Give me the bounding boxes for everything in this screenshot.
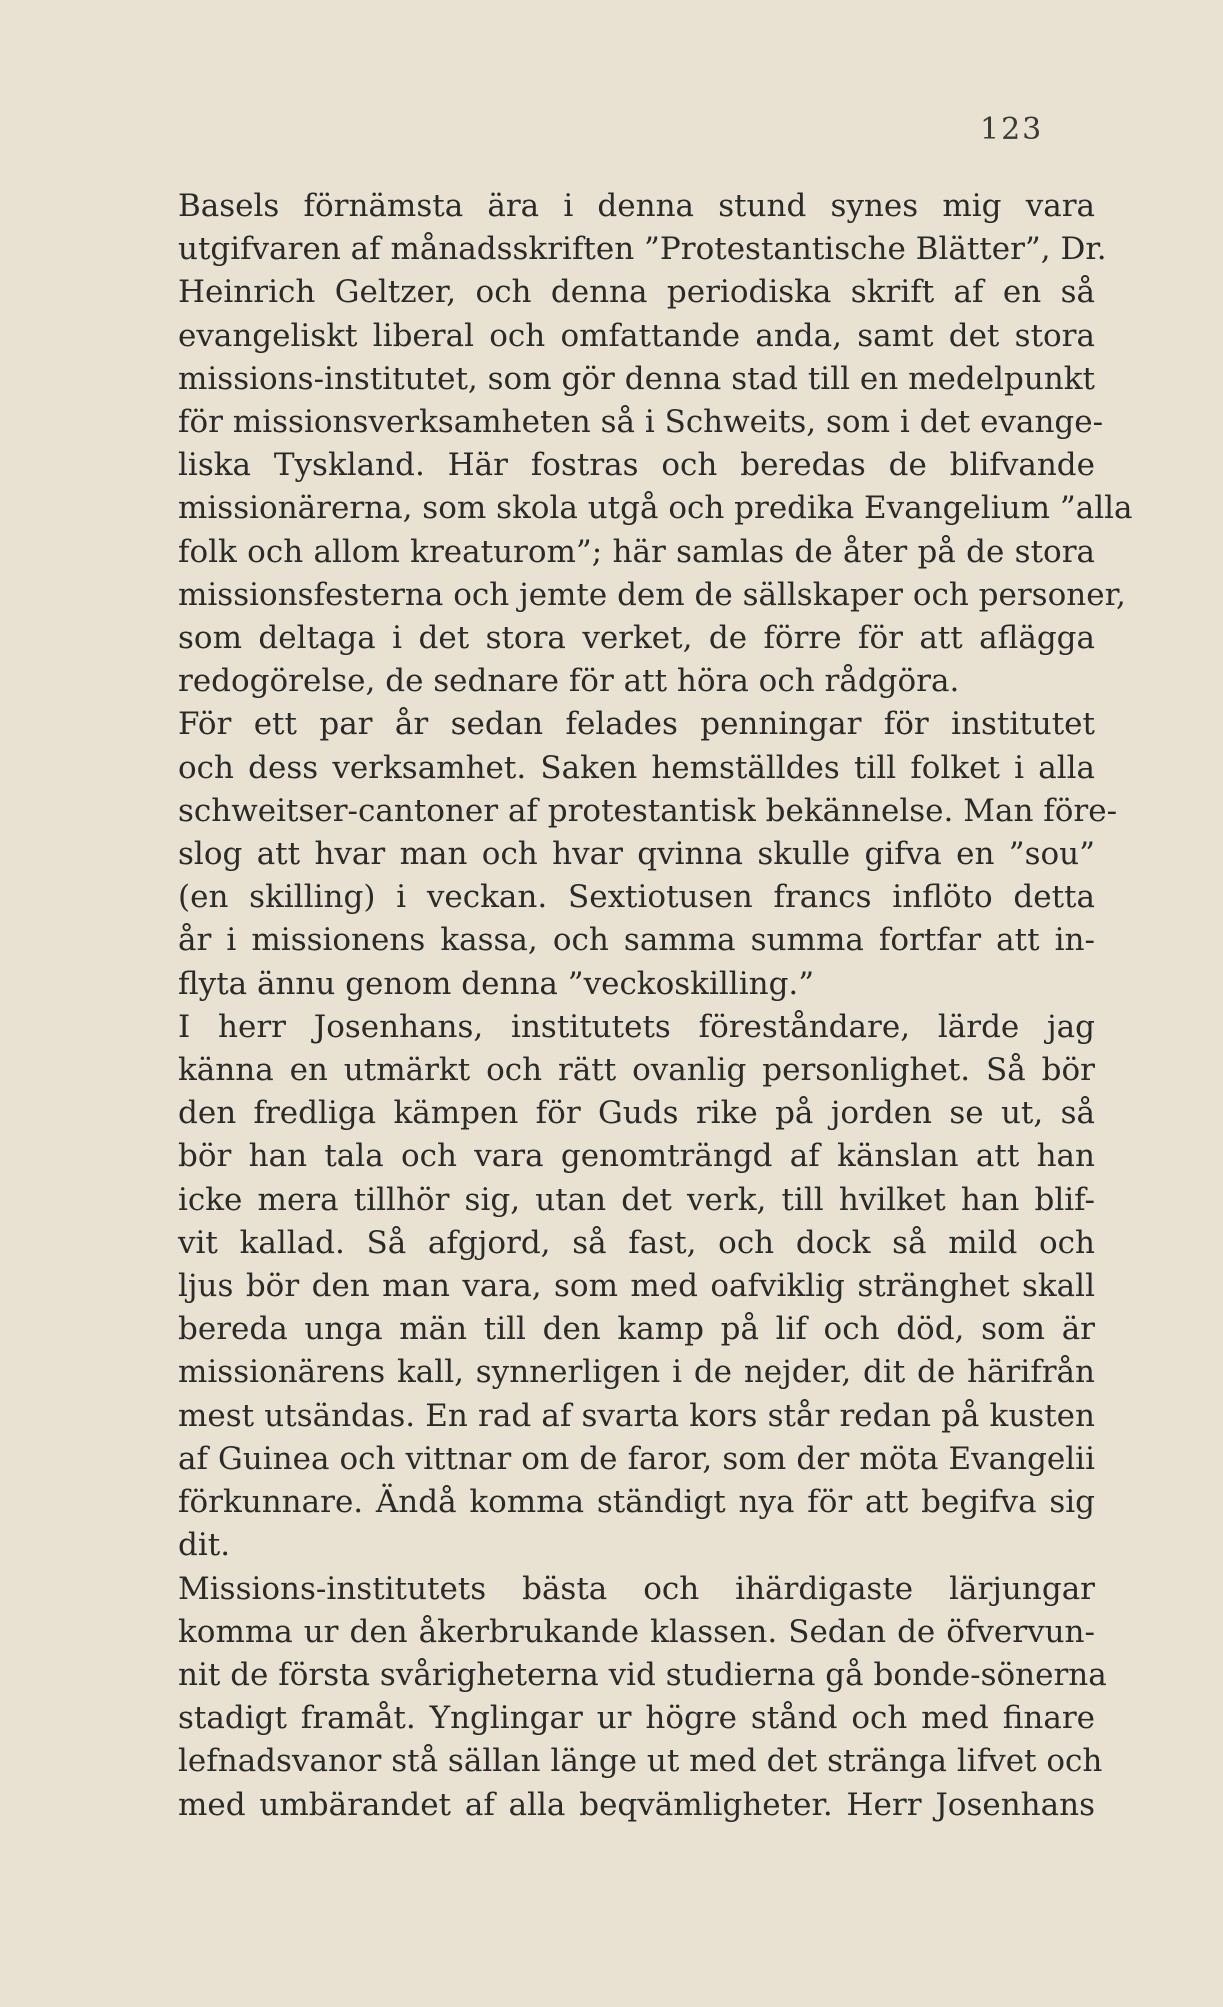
text-line: Basels förnämsta ära i denna stund synes mig vara (178, 188, 1095, 224)
text-line: med umbärandet af alla beqvämligheter. Herr Josenhans (178, 1786, 1095, 1823)
text-line: missionärens kall, synnerligen i de nejder, dit de härifrån (178, 1354, 1095, 1391)
text-line: bereda unga män till den kamp på lif och död, som är (178, 1311, 1095, 1348)
text-line: nit de första svårigheterna vid studierna gå bonde-sönerna (178, 1656, 1107, 1693)
text-line: I herr Josenhans, institutets föreståndare, lärde jag (178, 1008, 1095, 1045)
text-line: icke mera tillhör sig, utan det verk, till hvilket han blif- (178, 1181, 1095, 1218)
text-line: För ett par år sedan felades penningar för institutet (178, 706, 1095, 743)
text-line: för missionsverksamheten så i Schweits, som i det evange- (178, 404, 1104, 441)
text-line: missions-institutet, som gör denna stad till en medelpunkt (178, 360, 1095, 397)
paragraph-4 (90, 1568, 1107, 1827)
text-line: förkunnare. Ändå komma ständigt nya för att begifva sig (178, 1484, 1095, 1521)
text-line: folk och allom kreaturom”; här samlas de åter på de stora (178, 533, 1095, 570)
text-line: lefnadsvanor stå sällan länge ut med det stränga lifvet och (178, 1743, 1103, 1780)
text-line: dit. (178, 1527, 231, 1564)
text-line: Heinrich Geltzer, och denna periodiska skrift af en så (178, 274, 1095, 311)
text-line: missionsfesterna och jemte dem de sällskaper och personer, (178, 576, 1126, 613)
page-number: 123 (980, 112, 1044, 147)
text-line: flyta ännu genom denna ”veckoskilling.” (178, 965, 815, 1002)
text-line: slog att hvar man och hvar qvinna skulle gifva en ”sou” (178, 836, 1095, 873)
text-line: schweitser-cantoner af protestantisk bekännelse. Man före- (178, 792, 1118, 829)
text-line: (en skilling) i veckan. Sextiotusen francs inflöto detta (178, 879, 1095, 916)
text-line: evangeliskt liberal och omfattande anda, samt det stora (178, 317, 1095, 354)
text-line: redogörelse, de sednare för att höra och rådgöra. (178, 663, 960, 700)
text-line: stadigt framåt. Ynglingar ur högre stånd och med finare (178, 1700, 1095, 1737)
text-line: liska Tyskland. Här fostras och beredas de blifvande (178, 447, 1095, 484)
text-line: känna en utmärkt och rätt ovanlig personlighet. Så bör (178, 1052, 1095, 1089)
text-line: som deltaga i det stora verket, de förre för att aflägga (178, 620, 1095, 657)
paragraph-2 (90, 703, 1118, 1005)
text-line: den fredliga kämpen för Guds rike på jorden se ut, så (178, 1095, 1095, 1132)
text-line: och dess verksamhet. Saken hemställdes till folket i alla (178, 749, 1095, 786)
body-text (90, 185, 1133, 1827)
text-line: år i missionens kassa, och samma summa fortfar att in- (178, 922, 1095, 959)
text-line: utgifvaren af månadsskriften ”Protestantische Blätter”, Dr. (178, 231, 1107, 268)
text-line: mest utsändas. En rad af svarta kors står redan på kusten (178, 1397, 1095, 1434)
text-line: bör han tala och vara genomträngd af känslan att han (178, 1138, 1095, 1175)
text-line: Missions-institutets bästa och ihärdigaste lärjungar (178, 1570, 1095, 1607)
text-line: komma ur den åkerbrukande klassen. Sedan de öfvervun- (178, 1613, 1095, 1650)
text-line: missionärerna, som skola utgå och predika Evangelium ”alla (178, 490, 1133, 527)
text-line: ljus bör den man vara, som med oafviklig stränghet skall (178, 1268, 1095, 1305)
paragraph-1 (90, 185, 1133, 703)
paragraph-3 (90, 1006, 1095, 1568)
text-line: vit kallad. Så afgjord, så fast, och dock så mild och (178, 1224, 1095, 1261)
text-line: af Guinea och vittnar om de faror, som der möta Evangelii (178, 1440, 1095, 1477)
